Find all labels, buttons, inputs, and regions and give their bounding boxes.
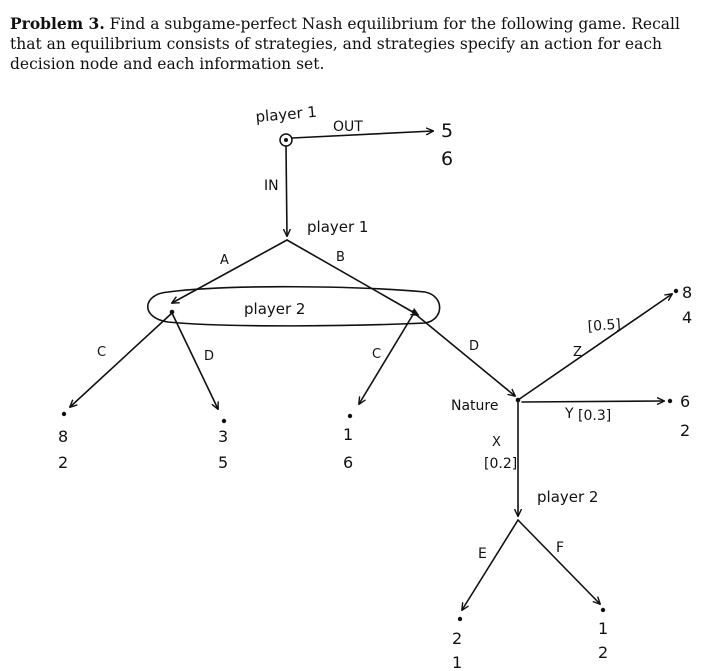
payoff-ac-top: 8	[58, 427, 69, 446]
terminal-f	[601, 608, 605, 612]
z-prob: [0.5]	[587, 316, 622, 335]
y-label: Y	[565, 406, 574, 422]
payoff-e-bottom: 1	[452, 653, 463, 671]
edge-y	[522, 401, 664, 402]
right-d-label: D	[469, 339, 480, 354]
out-payoff-top: 5	[441, 120, 454, 142]
left-edge-c	[70, 313, 172, 407]
in-label: IN	[264, 178, 279, 194]
edge-f	[518, 520, 600, 604]
problem-text: Find a subgame-perfect Nash equilibrium for the following game. Recall that an equilibrium consists of strategies, and strategies specify an action for each decision node and each information set.	[10, 15, 680, 73]
action-a-label: A	[220, 253, 229, 268]
payoff-z-top: 8	[682, 283, 693, 302]
payoff-e-top: 2	[452, 629, 463, 648]
payoff-ac-bottom: 2	[58, 453, 69, 472]
edge-z	[518, 294, 672, 400]
terminal-z	[674, 289, 678, 293]
edge-b	[287, 240, 418, 315]
z-label: Z	[573, 345, 582, 360]
terminal-ac	[62, 412, 66, 416]
x-label: X	[492, 435, 501, 450]
e-label: E	[478, 546, 487, 562]
terminal-e	[458, 617, 462, 621]
payoff-y-bottom: 2	[680, 421, 691, 440]
out-payoff-bottom: 6	[441, 148, 454, 170]
problem-heading: Problem 3.	[10, 14, 105, 33]
payoff-bc-bottom: 6	[343, 453, 354, 472]
y-prob: [0.3]	[578, 408, 612, 424]
right-edge-d	[414, 313, 515, 396]
nature-label: Nature	[451, 398, 499, 414]
terminal-bc	[348, 414, 352, 418]
second-player-label: player 1	[307, 218, 369, 236]
info-set-player-label: player 2	[244, 300, 306, 318]
third-player-label: player 2	[537, 488, 599, 506]
terminal-y	[668, 399, 672, 403]
root-player-label: player 1	[254, 102, 318, 126]
f-label: F	[556, 540, 565, 556]
payoff-ad-bottom: 5	[218, 453, 229, 472]
payoff-z-bottom: 4	[682, 308, 693, 327]
right-edge-c	[359, 313, 414, 404]
in-edge	[286, 146, 287, 236]
terminal-ad	[222, 419, 226, 423]
left-d-label: D	[204, 349, 215, 364]
edge-a	[172, 240, 287, 303]
payoff-f-top: 1	[598, 619, 609, 638]
payoff-bc-top: 1	[343, 425, 354, 444]
root-node-dot	[284, 138, 288, 142]
payoff-ad-top: 3	[218, 427, 229, 446]
payoff-y-top: 6	[680, 392, 691, 411]
edge-e	[462, 520, 518, 610]
action-b-label: B	[336, 250, 345, 265]
x-prob: [0.2]	[484, 456, 518, 472]
out-label: OUT	[333, 119, 363, 135]
payoff-f-bottom: 2	[598, 643, 609, 662]
right-c-label: C	[372, 347, 382, 362]
left-c-label: C	[97, 345, 107, 360]
